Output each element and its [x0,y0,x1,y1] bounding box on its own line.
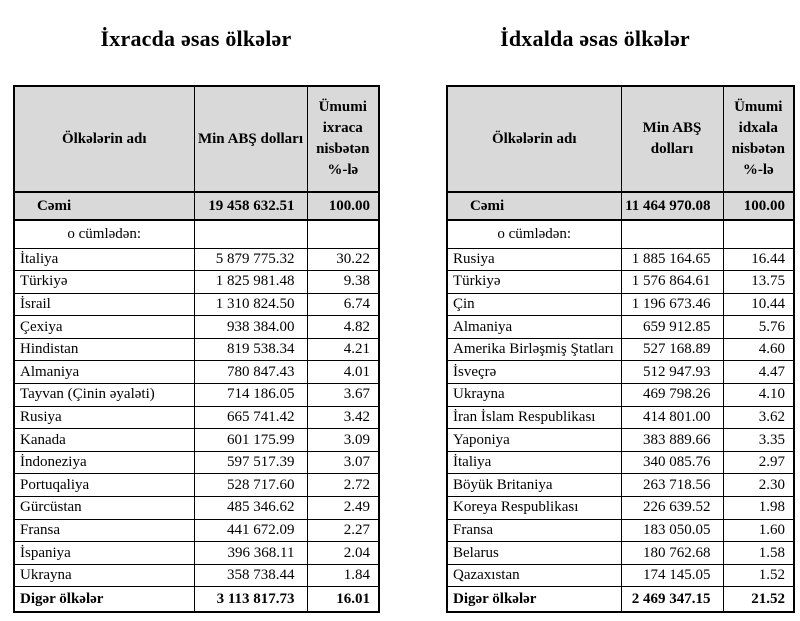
empty-cell [621,220,723,248]
value-cell: 485 346.62 [194,497,307,520]
value-cell: 665 741.42 [194,406,307,429]
value-cell: 340 085.76 [621,451,723,474]
country-cell: Çin [447,293,621,316]
percent-cell: 1.98 [723,497,794,520]
table-row [14,542,379,565]
table-row [447,451,794,474]
value-cell: 1 825 981.48 [194,271,307,294]
table-row [14,519,379,542]
table-row [447,564,794,587]
table-row [447,316,794,339]
table-row [447,406,794,429]
value-cell: 512 947.93 [621,361,723,384]
column-header-percent: Ümumi ixraca nisbətən %-lə [307,86,379,192]
percent-cell: 4.01 [307,361,379,384]
value-cell: 819 538.34 [194,338,307,361]
value-cell: 183 050.05 [621,519,723,542]
percent-cell: 2.97 [723,451,794,474]
table-row [447,497,794,520]
country-cell: İtaliya [14,248,194,271]
percent-cell: 3.67 [307,384,379,407]
percent-cell: 3.07 [307,451,379,474]
column-header-country: Ölkələrin adı [447,86,621,192]
table-row [14,338,379,361]
country-cell: İsveçrə [447,361,621,384]
percent-cell: 3.42 [307,406,379,429]
table-row [14,497,379,520]
country-cell: Qazaxıstan [447,564,621,587]
table-header-row [447,86,794,192]
table-row [447,293,794,316]
percent-cell: 13.75 [723,271,794,294]
country-cell: Türkiyə [447,271,621,294]
table-header-row [14,86,379,192]
value-cell: 1 196 673.46 [621,293,723,316]
percent-cell: 10.44 [723,293,794,316]
table-row [14,406,379,429]
empty-cell [194,220,307,248]
percent-cell: 2.30 [723,474,794,497]
value-cell: 1 310 824.50 [194,293,307,316]
other-countries-row [447,587,794,612]
percent-cell: 3.09 [307,429,379,452]
other-label: Digər ölkələr [447,587,621,612]
country-cell: Tayvan (Çinin əyaləti) [14,384,194,407]
value-cell: 938 384.00 [194,316,307,339]
import-section-title: İdxalda əsas ölkələr [500,26,690,51]
table-row [447,542,794,565]
percent-cell: 2.72 [307,474,379,497]
country-cell: Rusiya [14,406,194,429]
percent-cell: 4.47 [723,361,794,384]
table-row [447,519,794,542]
value-cell: 528 717.60 [194,474,307,497]
table-row [14,248,379,271]
total-label: Cəmi [14,192,194,220]
percent-cell: 4.10 [723,384,794,407]
country-cell: İtaliya [447,451,621,474]
percent-cell: 1.52 [723,564,794,587]
value-cell: 396 368.11 [194,542,307,565]
country-cell: Portuqaliya [14,474,194,497]
country-cell: Hindistan [14,338,194,361]
other-percent: 16.01 [307,587,379,612]
percent-cell: 4.60 [723,338,794,361]
percent-cell: 1.60 [723,519,794,542]
total-percent: 100.00 [723,192,794,220]
table-row [14,384,379,407]
table-row [14,564,379,587]
total-percent: 100.00 [307,192,379,220]
value-cell: 597 517.39 [194,451,307,474]
percent-cell: 4.21 [307,338,379,361]
value-cell: 601 175.99 [194,429,307,452]
value-cell: 527 168.89 [621,338,723,361]
empty-cell [307,220,379,248]
total-value: 19 458 632.51 [194,192,307,220]
value-cell: 714 186.05 [194,384,307,407]
value-cell: 174 145.05 [621,564,723,587]
country-cell: Çexiya [14,316,194,339]
value-cell: 469 798.26 [621,384,723,407]
other-label: Digər ölkələr [14,587,194,612]
value-cell: 5 879 775.32 [194,248,307,271]
country-cell: Ukrayna [14,564,194,587]
subhead-row [14,220,379,248]
country-cell: İran İslam Respublikası [447,406,621,429]
table-row [447,361,794,384]
table-row [14,361,379,384]
table-row [14,316,379,339]
table-row [14,429,379,452]
country-cell: Fransa [14,519,194,542]
value-cell: 1 885 164.65 [621,248,723,271]
column-header-percent: Ümumi idxala nisbətən %-lə [723,86,794,192]
country-cell: Fransa [447,519,621,542]
value-cell: 383 889.66 [621,429,723,452]
country-cell: Türkiyə [14,271,194,294]
subhead-label: o cümlədən: [447,220,621,248]
total-label: Cəmi [447,192,621,220]
export-countries-table [13,85,380,613]
country-cell: Kanada [14,429,194,452]
subhead-row [447,220,794,248]
percent-cell: 2.27 [307,519,379,542]
percent-cell: 2.04 [307,542,379,565]
percent-cell: 6.74 [307,293,379,316]
country-cell: Almaniya [447,316,621,339]
percent-cell: 3.62 [723,406,794,429]
table-row [447,474,794,497]
percent-cell: 4.82 [307,316,379,339]
country-cell: Ukrayna [447,384,621,407]
value-cell: 659 912.85 [621,316,723,339]
value-cell: 263 718.56 [621,474,723,497]
other-value: 3 113 817.73 [194,587,307,612]
total-value: 11 464 970.08 [621,192,723,220]
country-cell: Rusiya [447,248,621,271]
total-row [14,192,379,220]
country-cell: Yaponiya [447,429,621,452]
table-row [14,271,379,294]
percent-cell: 16.44 [723,248,794,271]
other-percent: 21.52 [723,587,794,612]
export-section-title: İxracda əsas ölkələr [100,26,292,51]
table-row [447,338,794,361]
country-cell: İsrail [14,293,194,316]
subhead-label: o cümlədən: [14,220,194,248]
table-row [447,271,794,294]
table-row [447,429,794,452]
column-header-country: Ölkələrin adı [14,86,194,192]
value-cell: 414 801.00 [621,406,723,429]
percent-cell: 5.76 [723,316,794,339]
country-cell: Amerika Birləşmiş Ştatları [447,338,621,361]
column-header-value: Min ABŞ dolları [621,86,723,192]
table-row [14,474,379,497]
other-countries-row [14,587,379,612]
country-cell: Böyük Britaniya [447,474,621,497]
other-value: 2 469 347.15 [621,587,723,612]
percent-cell: 9.38 [307,271,379,294]
empty-cell [723,220,794,248]
percent-cell: 2.49 [307,497,379,520]
country-cell: Belarus [447,542,621,565]
import-countries-table [446,85,795,613]
percent-cell: 30.22 [307,248,379,271]
table-row [14,451,379,474]
percent-cell: 1.58 [723,542,794,565]
percent-cell: 3.35 [723,429,794,452]
table-row [447,384,794,407]
country-cell: İspaniya [14,542,194,565]
country-cell: Almaniya [14,361,194,384]
table-row [14,293,379,316]
value-cell: 780 847.43 [194,361,307,384]
country-cell: İndoneziya [14,451,194,474]
value-cell: 180 762.68 [621,542,723,565]
value-cell: 1 576 864.61 [621,271,723,294]
value-cell: 358 738.44 [194,564,307,587]
value-cell: 226 639.52 [621,497,723,520]
value-cell: 441 672.09 [194,519,307,542]
column-header-value: Min ABŞ dolları [194,86,307,192]
country-cell: Koreya Respublikası [447,497,621,520]
percent-cell: 1.84 [307,564,379,587]
total-row [447,192,794,220]
table-row [447,248,794,271]
country-cell: Gürcüstan [14,497,194,520]
